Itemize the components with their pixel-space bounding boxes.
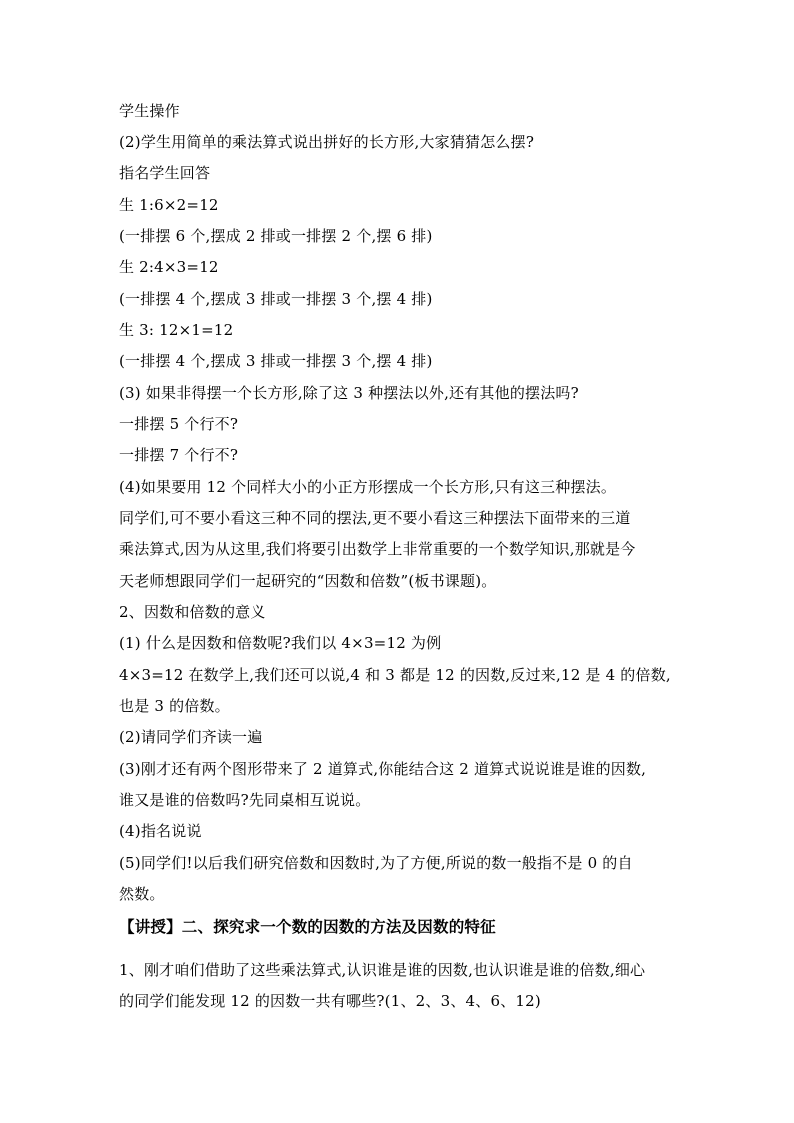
text-line: 谁又是谁的倍数吗?先同桌相互说说。 [119,791,371,809]
text-line: (5)同学们!以后我们研究倍数和因数时,为了方便,所说的数一般指不是 0 的自 [119,854,633,872]
text-line: 乘法算式,因为从这里,我们将要引出数学上非常重要的一个数学知识,那就是今 [119,540,636,558]
text-line: (3) 如果非得摆一个长方形,除了这 3 种摆法以外,还有其他的摆法吗? [119,384,579,402]
section-subheading: 2、因数和倍数的意义 [119,603,266,621]
text-line: 一排摆 7 个行不? [119,446,239,464]
text-line: (1) 什么是因数和倍数呢?我们以 4×3=12 为例 [119,634,442,652]
text-line: (一排摆 6 个,摆成 2 排或一排摆 2 个,摆 6 排) [119,227,433,245]
text-line: 天老师想跟同学们一起研究的“因数和倍数”(板书课题)。 [119,572,497,590]
text-line: (4)指名说说 [119,822,202,840]
text-line: 然数。 [119,885,165,903]
text-line: 指名学生回答 [119,164,211,182]
text-line: 1、刚才咱们借助了这些乘法算式,认识谁是谁的因数,也认识谁是谁的倍数,细心 [119,961,646,979]
section-heading: 【讲授】二、探究求一个数的因数的方法及因数的特征 [119,917,496,936]
text-line: (4)如果要用 12 个同样大小的小正方形摆成一个长方形,只有这三种摆法。 [119,478,617,496]
text-line: (2)请同学们齐读一遍 [119,728,263,746]
text-line: 生 2:4×3=12 [119,258,219,276]
text-line: 也是 3 的倍数。 [119,697,230,715]
text-line: 生 1:6×2=12 [119,196,219,214]
text-line: 学生操作 [119,102,180,120]
text-line: 同学们,可不要小看这三种不同的摆法,更不要小看这三种摆法下面带来的三道 [119,509,631,527]
text-line: 一排摆 5 个行不? [119,415,239,433]
text-line: (一排摆 4 个,摆成 3 排或一排摆 3 个,摆 4 排) [119,352,433,370]
text-line: 4×3=12 在数学上,我们还可以说,4 和 3 都是 12 的因数,反过来,12 是 4 的倍数, [119,666,671,684]
text-line: (2)学生用简单的乘法算式说出拼好的长方形,大家猜猜怎么摆? [119,133,535,151]
text-line: 生 3: 12×1=12 [119,321,234,339]
text-line: (3)刚才还有两个图形带来了 2 道算式,你能结合这 2 道算式说说谁是谁的因数, [119,760,647,778]
text-line: 的同学们能发现 12 的因数一共有哪些?(1、2、3、4、6、12) [119,992,541,1010]
text-line: (一排摆 4 个,摆成 3 排或一排摆 3 个,摆 4 排) [119,290,433,308]
